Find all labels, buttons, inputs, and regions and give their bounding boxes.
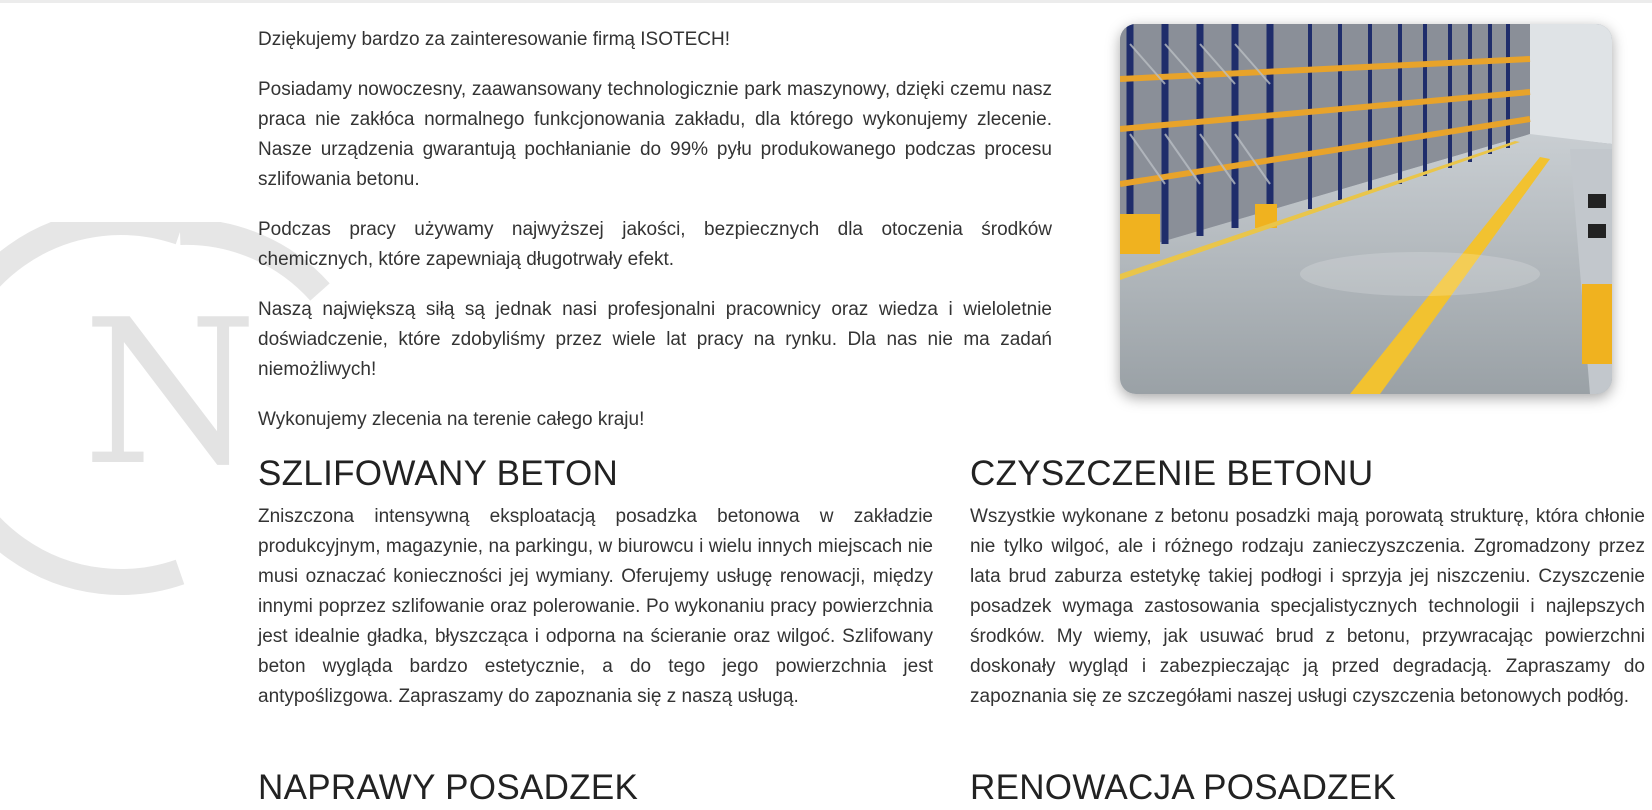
intro-paragraph: Posiadamy nowoczesny, zaawansowany technologicznie park maszynowy, dzięki czemu nasz praca nie zakłóca normalnego funkcjonowania zakładu, dla którego wykonujemy zlecenie. Nasze urządzenia gwarantują pochłanianie do 99% pyłu produkowanego podczas procesu szlifowania betonu. — [258, 79, 1052, 190]
intro-text — [258, 25, 1052, 455]
section-czyszczenie-betonu — [970, 452, 1645, 712]
warehouse-floor-photo — [1120, 24, 1612, 394]
section-title: SZLIFOWANY BETON — [258, 454, 619, 493]
section-title: RENOWACJA POSADZEK — [970, 768, 1397, 807]
intro-paragraph: Podczas pracy używamy najwyższej jakości, bezpiecznych dla otoczenia środków chemicznych, które zapewniają długotrwały efekt. — [258, 219, 1052, 270]
intro-paragraph: Wykonujemy zlecenia na terenie całego kraju! — [258, 409, 645, 430]
section-renowacja-posadzek — [970, 766, 1645, 810]
intro-paragraph: Naszą największą siłą są jednak nasi profesjonalni pracownicy oraz wiedza i wieloletnie doświadczenie, które zdobyliśmy przez wiele lat pracy na rynku. Dla nas nie ma zadań niemożliwych! — [258, 299, 1052, 380]
intro-paragraph: Dziękujemy bardzo za zainteresowanie firmą ISOTECH! — [258, 29, 731, 50]
section-naprawy-posadzek — [258, 766, 933, 810]
section-title: NAPRAWY POSADZEK — [258, 768, 639, 807]
watermark-letter: N — [82, 277, 258, 510]
top-divider — [0, 0, 1652, 3]
section-title: CZYSZCZENIE BETONU — [970, 454, 1374, 493]
section-text: Wszystkie wykonane z betonu posadzki mają porowatą strukturę, która chłonie nie tylko wilgoć, ale i różnego rodzaju zanieczyszczenia. Zgromadzony przez lata brud zaburza estetykę takiej podłogi i sprzyja jej niszczeniu. Czyszczenie posadzek wymaga zastosowania specjalistycznych technologii i najlepszych środków. My wiemy, jak usuwać brud z betonu, przywracając powierzchni doskonały wygląd i zabezpieczając ją przed degradacją. Zapraszamy do zapoznania się ze szczegółami naszej usługi czyszczenia betonowych podłóg. — [970, 506, 1645, 707]
section-text: Zniszczona intensywną eksploatacją posadzka betonowa w zakładzie produkcyjnym, magazynie, na parkingu, w biurowcu i wielu innych miejscach nie musi oznaczać konieczności jej wymiany. Oferujemy usługę renowacji, między innymi poprzez szlifowanie oraz polerowanie. Po wykonaniu pracy powierzchnia jest idealnie gładka, błyszcząca i odporna na ścieranie oraz wilgoć. Szlifowany beton wygląda bardzo estetycznie, a do tego jego powierzchnia jest antypoślizgowa. Zapraszamy do zapoznania się z naszą usługą. — [258, 506, 933, 707]
section-szlifowany-beton — [258, 452, 933, 712]
